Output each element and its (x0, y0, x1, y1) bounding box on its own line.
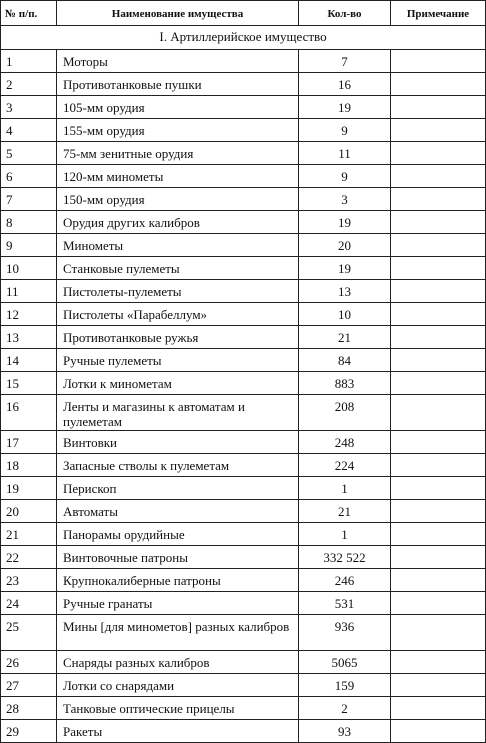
row-quantity: 2 (299, 697, 391, 720)
row-quantity: 224 (299, 454, 391, 477)
row-note (391, 257, 486, 280)
row-item-name: Автоматы (57, 500, 299, 523)
table-row (1, 720, 486, 743)
row-item-name: 105-мм орудия (57, 96, 299, 119)
row-item-name: Минометы (57, 234, 299, 257)
table-row (1, 96, 486, 119)
table-row (1, 500, 486, 523)
row-quantity: 10 (299, 303, 391, 326)
table-row (1, 697, 486, 720)
table-row (1, 395, 486, 431)
table-row (1, 280, 486, 303)
row-note (391, 96, 486, 119)
row-quantity: 248 (299, 431, 391, 454)
row-quantity: 3 (299, 188, 391, 211)
table-row (1, 188, 486, 211)
row-item-name: 75-мм зенитные орудия (57, 142, 299, 165)
header-row (1, 1, 486, 26)
table-row (1, 523, 486, 546)
row-note (391, 523, 486, 546)
row-quantity: 19 (299, 211, 391, 234)
row-number: 27 (1, 674, 57, 697)
row-item-name: Винтовочные патроны (57, 546, 299, 569)
row-note (391, 720, 486, 743)
row-number: 20 (1, 500, 57, 523)
row-number: 9 (1, 234, 57, 257)
row-quantity: 11 (299, 142, 391, 165)
table-row (1, 50, 486, 73)
row-item-name: Крупнокалиберные патроны (57, 569, 299, 592)
table-row (1, 431, 486, 454)
row-number: 5 (1, 142, 57, 165)
row-item-name: Орудия других калибров (57, 211, 299, 234)
table-row (1, 326, 486, 349)
table-header (1, 1, 486, 26)
row-number: 10 (1, 257, 57, 280)
row-item-name: Лотки со снарядами (57, 674, 299, 697)
row-note (391, 615, 486, 651)
row-item-name: Запасные стволы к пулеметам (57, 454, 299, 477)
table-row (1, 165, 486, 188)
row-item-name: Ручные пулеметы (57, 349, 299, 372)
row-quantity: 5065 (299, 651, 391, 674)
table-row (1, 349, 486, 372)
row-number: 22 (1, 546, 57, 569)
row-number: 4 (1, 119, 57, 142)
row-quantity: 9 (299, 119, 391, 142)
row-quantity: 19 (299, 257, 391, 280)
table-row (1, 592, 486, 615)
row-number: 1 (1, 50, 57, 73)
table-row (1, 674, 486, 697)
row-note (391, 431, 486, 454)
row-item-name: Снаряды разных калибров (57, 651, 299, 674)
row-item-name: Моторы (57, 50, 299, 73)
table-body (1, 26, 486, 743)
row-item-name: Ленты и магазины к автоматам и пулеметам (57, 395, 299, 431)
table-row (1, 234, 486, 257)
row-number: 17 (1, 431, 57, 454)
row-number: 24 (1, 592, 57, 615)
row-quantity: 84 (299, 349, 391, 372)
row-quantity: 1 (299, 477, 391, 500)
header-name: Наименование имущества (57, 1, 299, 26)
row-quantity: 332 522 (299, 546, 391, 569)
row-note (391, 651, 486, 674)
row-item-name: Противотанковые ружья (57, 326, 299, 349)
row-quantity: 208 (299, 395, 391, 431)
row-number: 6 (1, 165, 57, 188)
table-row (1, 372, 486, 395)
row-item-name: 150-мм орудия (57, 188, 299, 211)
row-item-name: Панорамы орудийные (57, 523, 299, 546)
row-note (391, 349, 486, 372)
table-row (1, 142, 486, 165)
row-item-name: Лотки к минометам (57, 372, 299, 395)
row-note (391, 280, 486, 303)
table-row (1, 477, 486, 500)
row-quantity: 7 (299, 50, 391, 73)
row-note (391, 119, 486, 142)
row-note (391, 142, 486, 165)
row-note (391, 395, 486, 431)
header-note: Примечание (391, 1, 486, 26)
table-row (1, 615, 486, 651)
row-note (391, 165, 486, 188)
row-quantity: 21 (299, 326, 391, 349)
row-note (391, 569, 486, 592)
row-quantity: 531 (299, 592, 391, 615)
row-number: 18 (1, 454, 57, 477)
row-quantity: 93 (299, 720, 391, 743)
row-note (391, 326, 486, 349)
row-number: 26 (1, 651, 57, 674)
row-note (391, 500, 486, 523)
section-title: I. Артиллерийское имущество (1, 26, 486, 50)
row-number: 15 (1, 372, 57, 395)
table-row (1, 303, 486, 326)
row-item-name: Пистолеты-пулеметы (57, 280, 299, 303)
table-row (1, 211, 486, 234)
table-row (1, 73, 486, 96)
row-number: 3 (1, 96, 57, 119)
row-number: 11 (1, 280, 57, 303)
row-quantity: 19 (299, 96, 391, 119)
table-row (1, 651, 486, 674)
row-quantity: 936 (299, 615, 391, 651)
table-row (1, 119, 486, 142)
row-note (391, 546, 486, 569)
row-quantity: 16 (299, 73, 391, 96)
row-number: 7 (1, 188, 57, 211)
row-item-name: Перископ (57, 477, 299, 500)
row-note (391, 303, 486, 326)
row-note (391, 188, 486, 211)
row-item-name: Винтовки (57, 431, 299, 454)
row-item-name: 155-мм орудия (57, 119, 299, 142)
row-note (391, 674, 486, 697)
row-number: 13 (1, 326, 57, 349)
row-note (391, 372, 486, 395)
row-item-name: Ракеты (57, 720, 299, 743)
row-note (391, 592, 486, 615)
row-number: 21 (1, 523, 57, 546)
row-number: 2 (1, 73, 57, 96)
row-quantity: 159 (299, 674, 391, 697)
row-number: 19 (1, 477, 57, 500)
table-row (1, 257, 486, 280)
row-note (391, 697, 486, 720)
row-number: 8 (1, 211, 57, 234)
row-item-name: Пистолеты «Парабеллум» (57, 303, 299, 326)
row-number: 23 (1, 569, 57, 592)
row-quantity: 883 (299, 372, 391, 395)
row-note (391, 73, 486, 96)
table-row (1, 546, 486, 569)
row-quantity: 21 (299, 500, 391, 523)
row-item-name: Танковые оптические прицелы (57, 697, 299, 720)
row-note (391, 477, 486, 500)
row-item-name: 120-мм минометы (57, 165, 299, 188)
header-number: № п/п. (1, 1, 57, 26)
table-row (1, 454, 486, 477)
row-quantity: 20 (299, 234, 391, 257)
row-note (391, 50, 486, 73)
row-note (391, 234, 486, 257)
row-item-name: Станковые пулеметы (57, 257, 299, 280)
row-number: 16 (1, 395, 57, 431)
row-number: 29 (1, 720, 57, 743)
section-row (1, 26, 486, 50)
table-row (1, 569, 486, 592)
row-note (391, 454, 486, 477)
row-note (391, 211, 486, 234)
row-quantity: 1 (299, 523, 391, 546)
row-quantity: 246 (299, 569, 391, 592)
row-item-name: Мины [для минометов] разных калибров (57, 615, 299, 651)
row-quantity: 13 (299, 280, 391, 303)
row-number: 12 (1, 303, 57, 326)
row-number: 28 (1, 697, 57, 720)
row-item-name: Противотанковые пушки (57, 73, 299, 96)
header-quantity: Кол-во (299, 1, 391, 26)
row-quantity: 9 (299, 165, 391, 188)
row-item-name: Ручные гранаты (57, 592, 299, 615)
row-number: 14 (1, 349, 57, 372)
row-number: 25 (1, 615, 57, 651)
